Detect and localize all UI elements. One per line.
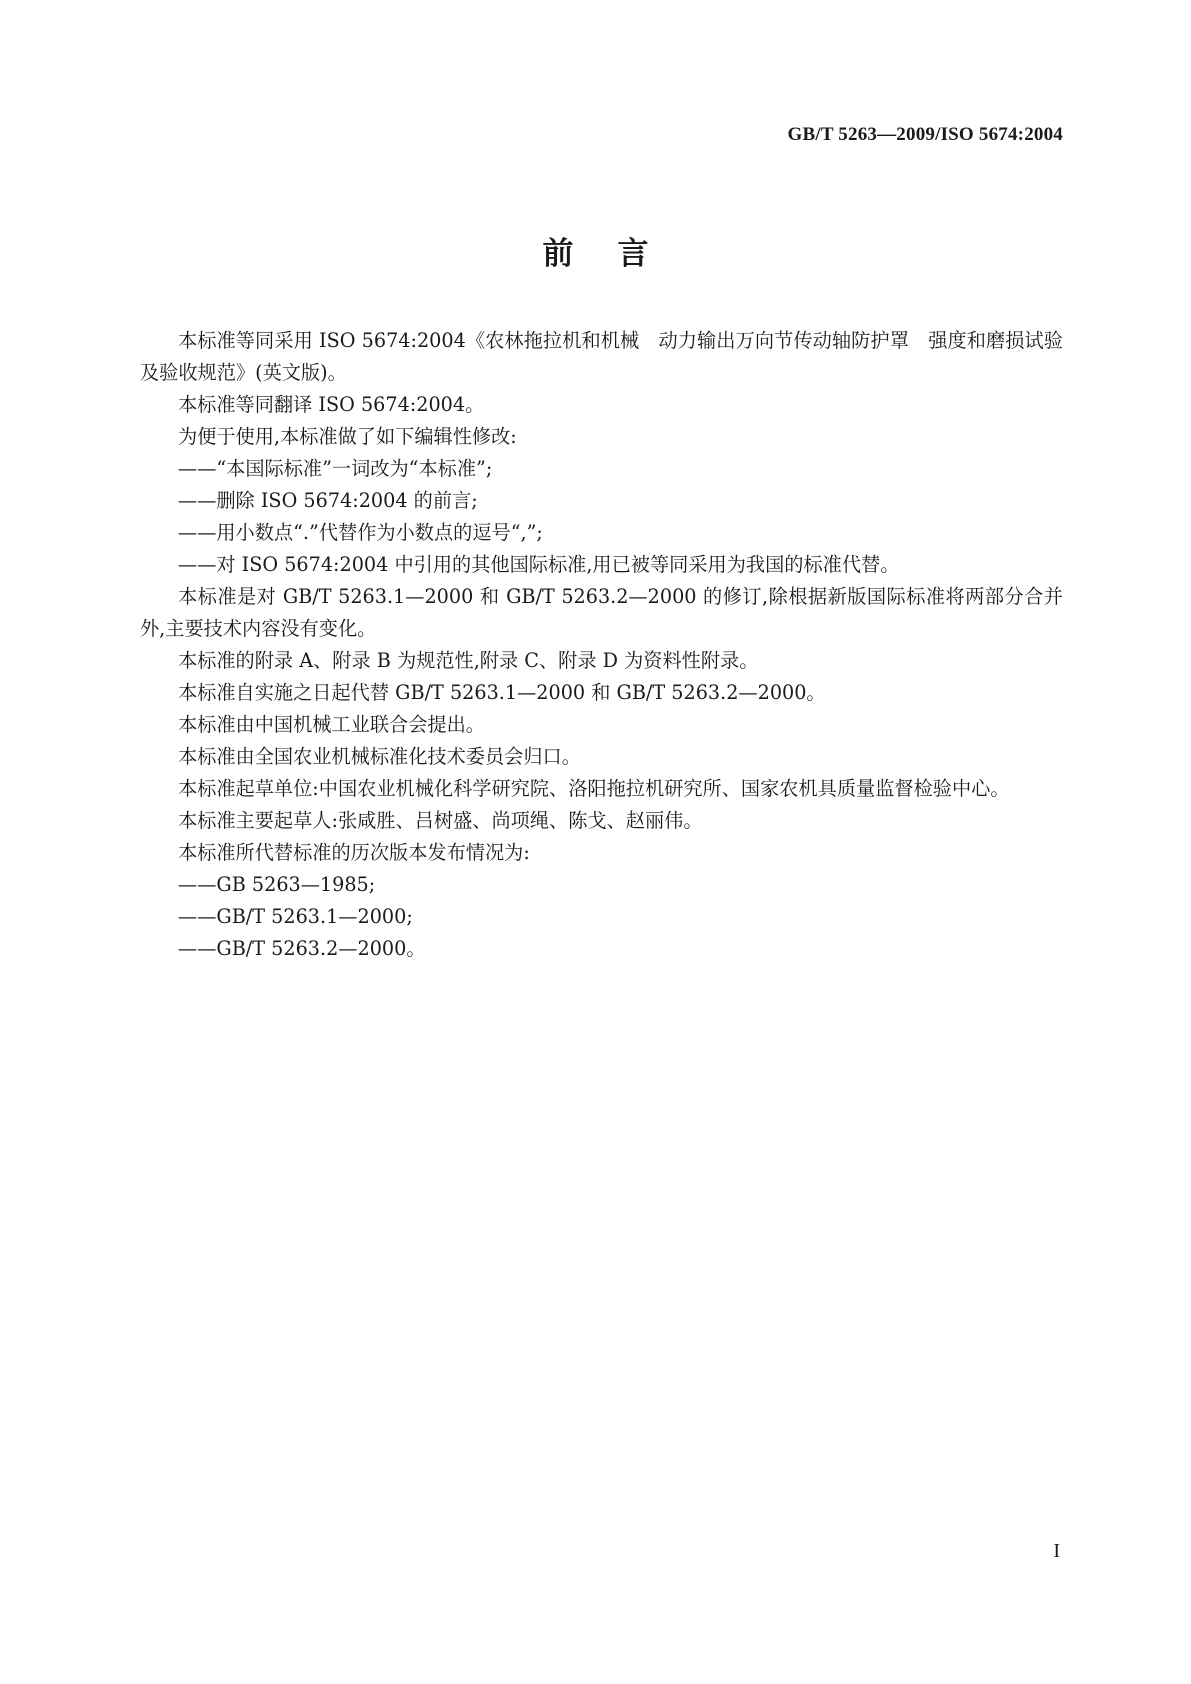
paragraph: 本标准的附录 A、附录 B 为规范性,附录 C、附录 D 为资料性附录。 xyxy=(178,649,759,672)
paragraph: 本标准由中国机械工业联合会提出。 xyxy=(178,713,485,736)
list-item: ——对 ISO 5674:2004 中引用的其他国际标准,用已被等同采用为我国的标准代替。 xyxy=(178,553,900,576)
list-item: ——GB 5263—1985; xyxy=(178,873,376,896)
paragraph: 本标准自实施之日起代替 GB/T 5263.1—2000 和 GB/T 5263.2—2000。 xyxy=(178,681,826,704)
foreword-body xyxy=(140,325,1063,965)
paragraph: 本标准所代替标准的历次版本发布情况为: xyxy=(178,841,530,864)
paragraph: 本标准起草单位:中国农业机械化科学研究院、洛阳拖拉机研究所、国家农机具质量监督检验中心。 xyxy=(178,777,1010,800)
page-number: I xyxy=(1053,1540,1060,1562)
paragraph: 本标准是对 GB/T 5263.1—2000 和 GB/T 5263.2—2000 的修订,除根据新版国际标准将两部分合并外,主要技术内容没有变化。 xyxy=(140,585,1063,640)
paragraph: 本标准主要起草人:张咸胜、吕树盛、尚项绳、陈戈、赵丽伟。 xyxy=(178,809,703,832)
list-item: ——用小数点“.”代替作为小数点的逗号“,”; xyxy=(178,521,543,544)
paragraph: 本标准由全国农业机械标准化技术委员会归口。 xyxy=(178,745,581,768)
document-code-header: GB/T 5263—2009/ISO 5674:2004 xyxy=(787,124,1063,145)
paragraph: 本标准等同翻译 ISO 5674:2004。 xyxy=(178,393,485,416)
paragraph: 为便于使用,本标准做了如下编辑性修改: xyxy=(178,425,517,448)
list-item: ——GB/T 5263.1—2000; xyxy=(178,905,413,928)
list-item: ——“本国际标准”一词改为“本标准”; xyxy=(178,457,493,480)
list-item: ——删除 ISO 5674:2004 的前言; xyxy=(178,489,478,512)
paragraph: 本标准等同采用 ISO 5674:2004《农林拖拉机和机械 动力输出万向节传动轴防护罩 强度和磨损试验及验收规范》(英文版)。 xyxy=(140,329,1063,384)
list-item: ——GB/T 5263.2—2000。 xyxy=(178,937,426,960)
page-title: 前言 xyxy=(542,236,693,272)
